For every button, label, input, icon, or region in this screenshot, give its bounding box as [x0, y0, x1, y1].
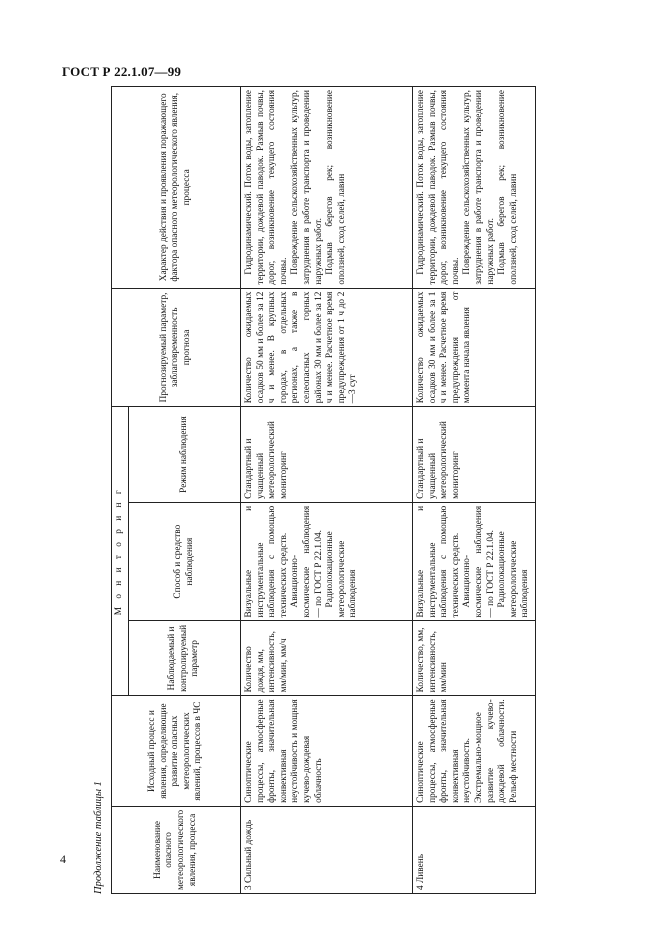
- cell-paragraph: Визуальные и инструментальные наблюдения с помощью технических средств.: [244, 505, 289, 618]
- cell-paragraph: Визуальные и инструментальные наблюдения с помощью технических средств.: [416, 505, 461, 618]
- table-row: [413, 87, 536, 894]
- cell-source: Синоптические процессы, атмосферные фронты, значительная конвективная неустойчивость и мощная кучево-дождевая облачность: [241, 696, 413, 807]
- monitoring-table: [111, 86, 536, 894]
- header-name: Наименование опасного метеорологического явления, процесса: [112, 806, 241, 893]
- cell-param: Количество, мм, интенсивность, мм/мин: [413, 621, 536, 696]
- cell-forecast: Количество ожидаемых осадков 30 мм и более за 1 ч и менее. Расчетное время предупреждения от момента начала явления: [413, 288, 536, 407]
- cell-paragraph: Подмыв берегов рек; возникновение оползней, сход селей, лавин: [325, 90, 347, 285]
- document-header: ГОСТ Р 22.1.07—99: [62, 64, 182, 79]
- cell-paragraph: Авиационно-космические наблюдения — по ГОСТ Р 22.1.04.: [462, 505, 496, 618]
- cell-mode: Стандартный и учащенный метеорологический мониторинг: [413, 407, 536, 503]
- table-row: [241, 87, 413, 894]
- header-character: Характер действия и проявления поражающего фактора опасного метеорологического явления, процесса: [112, 87, 241, 289]
- header-mode: Режим наблюдения: [129, 407, 241, 503]
- cell-paragraph: Повреждение сельскохозяйственных культур, затруднения в работе транспорта и проведении наружных работ.: [462, 90, 496, 285]
- page-number: 4: [60, 852, 66, 866]
- rotated-table-container: [87, 86, 595, 894]
- cell-param: Количество дождя, мм, интенсивность, мм/мин, мм/ч: [241, 621, 413, 696]
- cell-method: [413, 502, 536, 621]
- cell-paragraph: Радиолокационные метеорологические наблюдения: [325, 531, 359, 618]
- landscape-page: [87, 86, 595, 894]
- header-forecast: Прогнозируемый параметр, заблаговременность прогноза: [112, 288, 241, 407]
- header-source: Исходный процесс и явления, определяющие развитие опасных метеорологических явлений, процессов в ЧС: [112, 696, 241, 807]
- cell-name: 4 Ливень: [413, 806, 536, 893]
- cell-paragraph: Гидродинамический. Поток воды, затопление территории, дождевой паводок. Размыв почвы, дорог, возникновение текущего состояния почвы.: [244, 90, 289, 285]
- cell-source: Синоптические процессы, атмосферные фронты, значительная конвективная неустойчивость. Экстремально-мощное развитие кучево-дождевой облачности. Рельеф местности: [413, 696, 536, 807]
- cell-name: 3 Сильный дождь: [241, 806, 413, 893]
- cell-forecast: Количество ожидаемых осадков 50 мм и более за 12 ч и менее. В крупных городах, в отдельных регионах, а также в селеопасных горных районах 30 мм и более за 12 ч и менее. Расчетное время предупреждения от 1 ч до 2—3 сут: [241, 288, 413, 407]
- cell-paragraph: Повреждение сельскохозяйственных культур, затруднения в работе транспорта и проведении наружных работ.: [290, 90, 324, 285]
- cell-paragraph: Авиационно-космические наблюдения — по ГОСТ Р 22.1.04.: [290, 505, 324, 618]
- cell-mode: Стандартный и учащенный метеорологический мониторинг: [241, 407, 413, 503]
- header-param: Наблюдаемый и контролируемый параметр: [129, 621, 241, 696]
- cell-character: [241, 87, 413, 289]
- cell-character: [413, 87, 536, 289]
- cell-paragraph: Подмыв берегов рек; возникновение оползней, сход селей, лавин: [497, 90, 519, 285]
- cell-paragraph: Гидродинамический. Поток воды, затопление территории, дождевой паводок. Размыв почвы, дорог, возникновение текущего состояния почвы.: [416, 90, 461, 285]
- cell-method: [241, 502, 413, 621]
- header-monitoring: М о н и т о р и н г: [112, 407, 129, 696]
- header-method: Способ и средство наблюдения: [129, 502, 241, 621]
- table-caption: Продолжение таблицы 1: [93, 781, 104, 894]
- cell-paragraph: Радиолокационные метеорологические наблюдения: [497, 531, 531, 618]
